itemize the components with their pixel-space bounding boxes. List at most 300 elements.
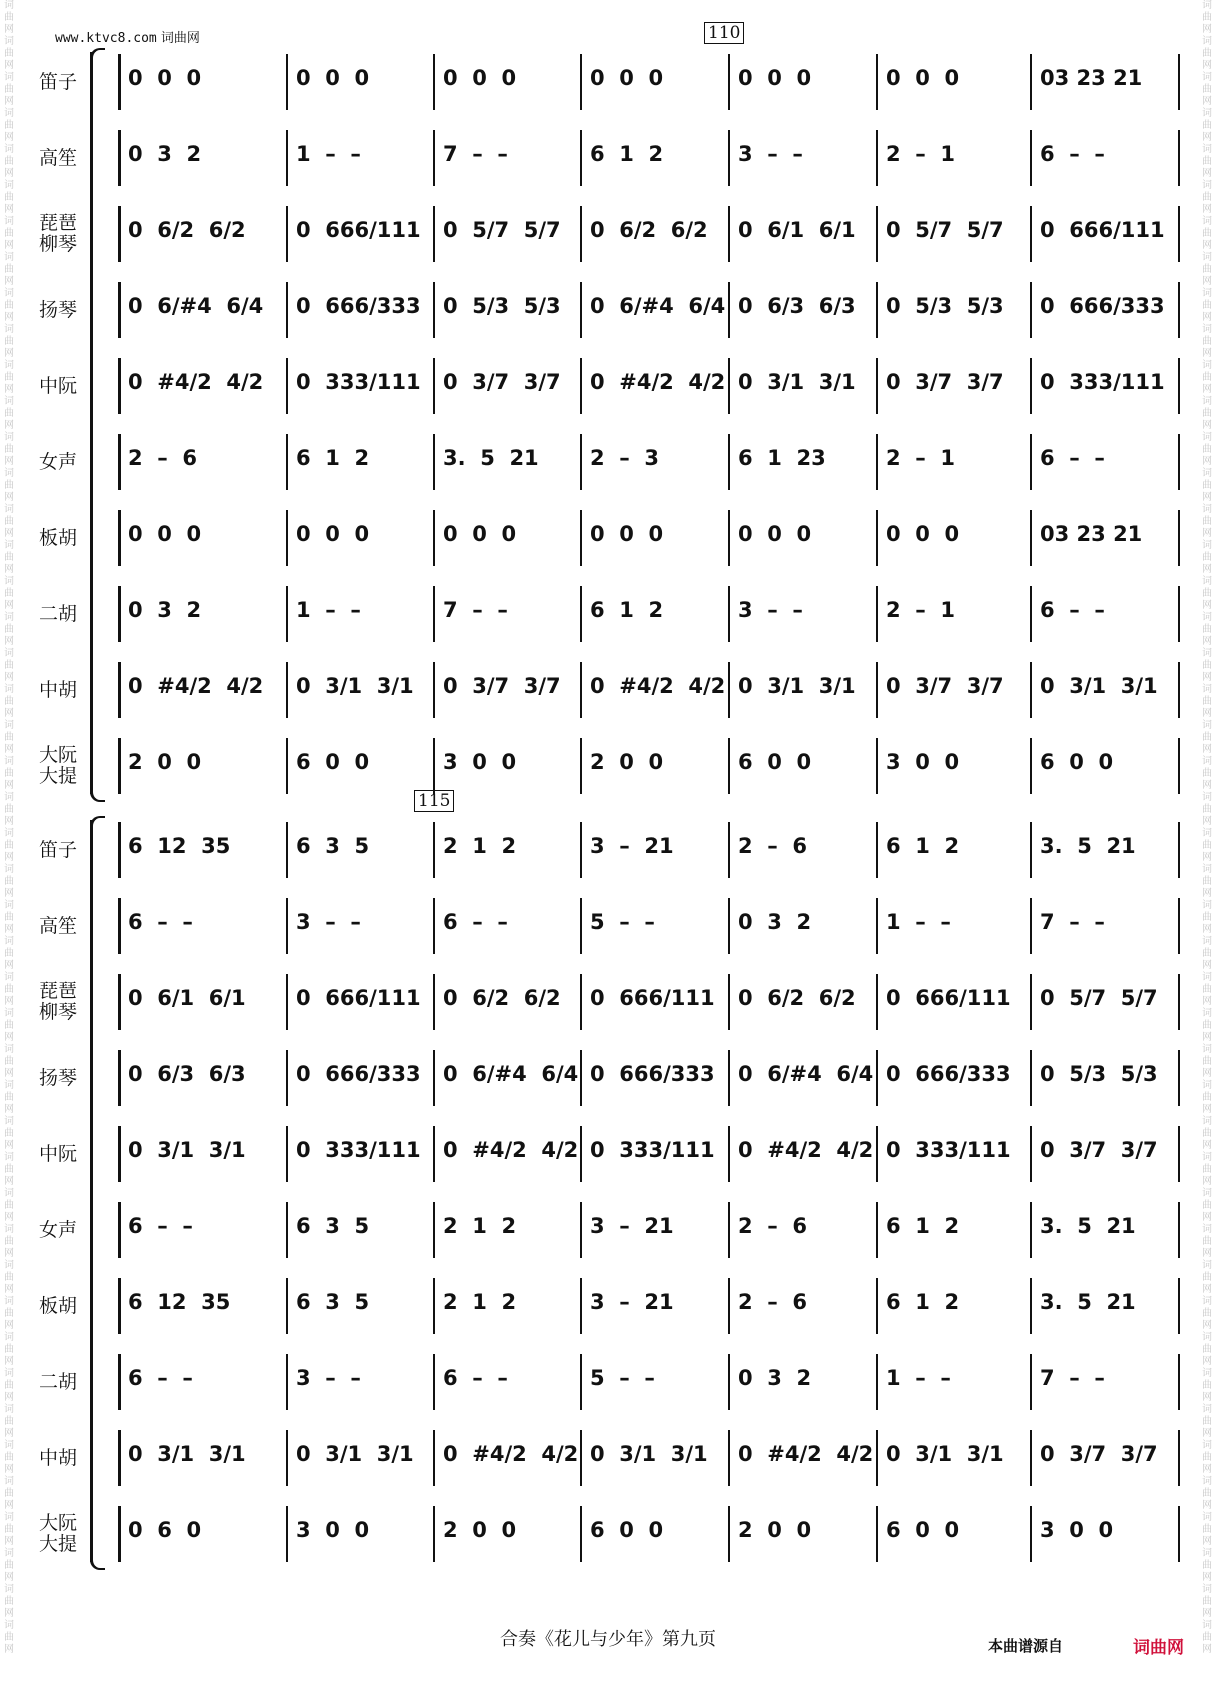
barline xyxy=(1178,974,1180,1030)
measure xyxy=(728,514,876,562)
side-watermark-left: 词曲网词曲网词曲网词曲网词曲网词曲网词曲网词曲网词曲网词曲网词曲网词曲网词曲网词曲网词曲网词曲网词曲网词曲网词曲网词曲网词曲网词曲网词曲网词曲网词曲网词曲网词曲网词曲网词曲网词曲网词曲网词曲网词曲网词曲网词曲网词曲网词曲网词曲网词曲网词曲网词曲网词曲网词曲网词曲网词曲网词曲网 xyxy=(4,0,14,1655)
measure-notes: 0 3/7 3/7 xyxy=(1040,1442,1158,1466)
measure xyxy=(1030,58,1178,106)
measure xyxy=(876,590,1030,638)
measure-notes: 1 – – xyxy=(296,142,361,166)
measure xyxy=(728,286,876,334)
measure xyxy=(728,1358,876,1406)
measure xyxy=(118,1358,286,1406)
measure xyxy=(118,1510,286,1558)
measure xyxy=(580,1054,728,1102)
measure xyxy=(728,1510,876,1558)
measure xyxy=(286,1358,433,1406)
measure-notes: 0 5/7 5/7 xyxy=(886,218,1004,242)
measure xyxy=(433,742,580,790)
instrument-row xyxy=(28,1420,1196,1496)
measure xyxy=(118,58,286,106)
measure-notes: 3. 5 21 xyxy=(1040,1290,1136,1314)
side-watermark-right: 词曲网词曲网词曲网词曲网词曲网词曲网词曲网词曲网词曲网词曲网词曲网词曲网词曲网词曲网词曲网词曲网词曲网词曲网词曲网词曲网词曲网词曲网词曲网词曲网词曲网词曲网词曲网词曲网词曲网词曲网词曲网词曲网词曲网词曲网词曲网词曲网词曲网词曲网词曲网词曲网词曲网词曲网词曲网词曲网词曲网词曲网 xyxy=(1202,0,1212,1655)
measure xyxy=(876,666,1030,714)
instrument-name: 中胡 xyxy=(38,1446,77,1469)
measure-notes: 0 0 0 xyxy=(443,66,517,90)
page-footer-title: 合奏《花儿与少年》第九页 xyxy=(500,1629,716,1650)
measure xyxy=(286,978,433,1026)
measure-notes: 6 12 35 xyxy=(128,834,231,858)
instrument-name: 高笙 xyxy=(38,146,77,169)
measure xyxy=(1030,902,1178,950)
measure-notes: 6 – – xyxy=(128,1366,193,1390)
measure xyxy=(876,1130,1030,1178)
measure xyxy=(876,826,1030,874)
measure xyxy=(876,1358,1030,1406)
measure-notes: 0 3/7 3/7 xyxy=(443,674,561,698)
measure xyxy=(876,1282,1030,1330)
measure-notes: 3. 5 21 xyxy=(1040,834,1136,858)
measure xyxy=(433,1510,580,1558)
instrument-name: 板胡 xyxy=(38,526,77,549)
barline xyxy=(1178,1430,1180,1486)
measure xyxy=(728,978,876,1026)
instrument-row xyxy=(28,1344,1196,1420)
measure-notes: 2 – 6 xyxy=(128,446,197,470)
measure-notes: 6 3 5 xyxy=(296,834,370,858)
measure xyxy=(433,826,580,874)
measure-notes: 2 – 1 xyxy=(886,142,955,166)
measure xyxy=(1030,978,1178,1026)
measure xyxy=(876,134,1030,182)
measure-notes: 2 0 0 xyxy=(590,750,664,774)
measure xyxy=(580,1206,728,1254)
measure xyxy=(580,362,728,410)
instrument-row xyxy=(28,1496,1196,1572)
site-url[interactable]: www.ktvc8.com xyxy=(55,31,157,46)
instrument-row xyxy=(28,1040,1196,1116)
measure xyxy=(876,742,1030,790)
measure xyxy=(433,286,580,334)
measure xyxy=(1030,666,1178,714)
measure xyxy=(433,1434,580,1482)
measure-notes: 2 – 1 xyxy=(886,446,955,470)
measure xyxy=(580,1510,728,1558)
measure xyxy=(118,438,286,486)
instrument-name: 二胡 xyxy=(38,602,77,625)
measure xyxy=(1030,742,1178,790)
measure-notes: 0 0 0 xyxy=(296,66,370,90)
measure xyxy=(728,58,876,106)
measure xyxy=(1030,438,1178,486)
measure xyxy=(433,902,580,950)
measure xyxy=(118,902,286,950)
measure-notes: 0 5/3 5/3 xyxy=(1040,1062,1158,1086)
measure xyxy=(580,210,728,258)
measure xyxy=(118,1206,286,1254)
measure xyxy=(728,438,876,486)
measure xyxy=(286,286,433,334)
measure-notes: 1 – – xyxy=(886,1366,951,1390)
measure-notes: 0 0 0 xyxy=(443,522,517,546)
measure-notes: 0 5/7 5/7 xyxy=(1040,986,1158,1010)
rehearsal-mark: 115 xyxy=(414,790,454,812)
instrument-name: 女声 xyxy=(38,450,77,473)
measure-notes: 3 0 0 xyxy=(1040,1518,1114,1542)
measure-notes: 3. 5 21 xyxy=(443,446,539,470)
measure-notes: 0 3 2 xyxy=(128,598,202,622)
measure-notes: 0 #4/2 4/2 xyxy=(128,370,264,394)
measure-notes: 2 – 6 xyxy=(738,1290,807,1314)
measure-notes: 0 333/111 xyxy=(1040,370,1165,394)
measure xyxy=(433,1282,580,1330)
measure xyxy=(286,1282,433,1330)
measure xyxy=(1030,514,1178,562)
measure xyxy=(728,134,876,182)
measure-notes: 0 6/2 6/2 xyxy=(590,218,708,242)
instrument-name: 二胡 xyxy=(38,1370,77,1393)
measure-notes: 0 0 0 xyxy=(128,522,202,546)
instrument-row xyxy=(28,196,1196,272)
measure-notes: 6 1 2 xyxy=(886,834,960,858)
instrument-row xyxy=(28,1116,1196,1192)
measure xyxy=(728,666,876,714)
measure-notes: 6 3 5 xyxy=(296,1214,370,1238)
measure-notes: 0 3/7 3/7 xyxy=(1040,1138,1158,1162)
measure xyxy=(118,362,286,410)
measure xyxy=(286,1130,433,1178)
barline xyxy=(1178,738,1180,794)
measure-notes: 0 #4/2 4/2 xyxy=(443,1442,579,1466)
measure-notes: 3 0 0 xyxy=(443,750,517,774)
measure-notes: 0 5/3 5/3 xyxy=(886,294,1004,318)
instrument-row xyxy=(28,424,1196,500)
measure-notes: 0 3/1 3/1 xyxy=(1040,674,1158,698)
measure xyxy=(876,902,1030,950)
source-label: 本曲谱源自 xyxy=(988,1637,1064,1655)
measure-notes: 0 3/1 3/1 xyxy=(738,674,856,698)
instrument-name: 女声 xyxy=(38,1218,77,1241)
measure-notes: 3 0 0 xyxy=(296,1518,370,1542)
measure xyxy=(1030,210,1178,258)
measure xyxy=(433,362,580,410)
measure xyxy=(728,826,876,874)
measure-notes: 7 – – xyxy=(443,598,508,622)
measure xyxy=(580,978,728,1026)
measure xyxy=(876,1206,1030,1254)
measure-notes: 6 0 0 xyxy=(296,750,370,774)
measure xyxy=(433,1130,580,1178)
measure xyxy=(1030,1130,1178,1178)
instrument-name: 中阮 xyxy=(38,374,77,397)
measure-notes: 6 1 2 xyxy=(590,142,664,166)
measure xyxy=(286,1510,433,1558)
brand-logo[interactable]: 词曲网 xyxy=(1133,1638,1184,1658)
measure-notes: 3 – – xyxy=(738,142,803,166)
measure xyxy=(433,438,580,486)
instrument-row xyxy=(28,44,1196,120)
instrument-name: 板胡 xyxy=(38,1294,77,1317)
measure-notes: 0 0 0 xyxy=(128,66,202,90)
measure-notes: 0 3/7 3/7 xyxy=(886,370,1004,394)
measure xyxy=(1030,826,1178,874)
measure xyxy=(433,978,580,1026)
barline xyxy=(1178,822,1180,878)
barline xyxy=(1178,358,1180,414)
measure-notes: 6 1 2 xyxy=(886,1214,960,1238)
measure xyxy=(580,1282,728,1330)
measure xyxy=(1030,590,1178,638)
instrument-name: 中阮 xyxy=(38,1142,77,1165)
measure-notes: 7 – – xyxy=(443,142,508,166)
measure-notes: 0 6 0 xyxy=(128,1518,202,1542)
instrument-row xyxy=(28,120,1196,196)
measure xyxy=(876,978,1030,1026)
measure xyxy=(433,1206,580,1254)
measure xyxy=(580,286,728,334)
barline xyxy=(1178,662,1180,718)
measure-notes: 0 0 0 xyxy=(590,66,664,90)
measure-notes: 3 – 21 xyxy=(590,1214,674,1238)
measure xyxy=(286,666,433,714)
barline xyxy=(1178,1126,1180,1182)
measure xyxy=(118,666,286,714)
measure xyxy=(433,1358,580,1406)
measure xyxy=(876,1510,1030,1558)
measure-notes: 2 – 1 xyxy=(886,598,955,622)
barline xyxy=(1178,1354,1180,1410)
instrument-name: 中胡 xyxy=(38,678,77,701)
measure-notes: 1 – – xyxy=(886,910,951,934)
measure xyxy=(728,1434,876,1482)
barline xyxy=(1178,586,1180,642)
measure xyxy=(1030,1206,1178,1254)
instrument-row xyxy=(28,652,1196,728)
measure-notes: 6 – – xyxy=(1040,446,1105,470)
measure xyxy=(580,1434,728,1482)
measure xyxy=(728,1282,876,1330)
measure xyxy=(118,210,286,258)
barline xyxy=(1178,282,1180,338)
measure xyxy=(433,210,580,258)
measure-notes: 0 6/3 6/3 xyxy=(738,294,856,318)
measure-notes: 2 0 0 xyxy=(128,750,202,774)
measure xyxy=(728,362,876,410)
measure-notes: 0 666/333 xyxy=(1040,294,1165,318)
measure-notes: 6 1 2 xyxy=(296,446,370,470)
measure-notes: 0 5/7 5/7 xyxy=(443,218,561,242)
measure xyxy=(118,742,286,790)
measure-notes: 6 0 0 xyxy=(738,750,812,774)
measure xyxy=(1030,362,1178,410)
measure xyxy=(286,826,433,874)
measure-notes: 0 333/111 xyxy=(296,1138,421,1162)
measure xyxy=(118,134,286,182)
measure xyxy=(876,58,1030,106)
measure-notes: 6 12 35 xyxy=(128,1290,231,1314)
measure-notes: 0 3/1 3/1 xyxy=(128,1442,246,1466)
instrument-row xyxy=(28,1268,1196,1344)
measure-notes: 6 – – xyxy=(443,1366,508,1390)
barline xyxy=(1178,1506,1180,1562)
measure-notes: 0 0 0 xyxy=(886,66,960,90)
measure xyxy=(286,1206,433,1254)
measure-notes: 6 1 2 xyxy=(590,598,664,622)
measure-notes: 0 6/#4 6/4 xyxy=(128,294,264,318)
measure xyxy=(1030,286,1178,334)
measure-notes: 0 #4/2 4/2 xyxy=(443,1138,579,1162)
measure xyxy=(433,1054,580,1102)
score-system xyxy=(28,791,1196,1572)
measure xyxy=(286,134,433,182)
measure xyxy=(580,438,728,486)
measure-notes: 0 6/2 6/2 xyxy=(443,986,561,1010)
measure xyxy=(580,666,728,714)
measure-notes: 0 6/#4 6/4 xyxy=(590,294,726,318)
measure-notes: 0 666/111 xyxy=(886,986,1011,1010)
measure xyxy=(286,514,433,562)
instrument-name: 大阮 大提 xyxy=(38,1512,77,1555)
measure xyxy=(580,742,728,790)
measure-notes: 0 3/1 3/1 xyxy=(738,370,856,394)
measure-notes: 03 23 21 xyxy=(1040,522,1143,546)
instrument-row xyxy=(28,888,1196,964)
barline xyxy=(1178,898,1180,954)
measure xyxy=(1030,1434,1178,1482)
measure-notes: 3 – 21 xyxy=(590,834,674,858)
instrument-name: 笛子 xyxy=(38,70,77,93)
measure xyxy=(876,210,1030,258)
measure-notes: 0 666/111 xyxy=(590,986,715,1010)
measure-notes: 3 – – xyxy=(296,910,361,934)
measure xyxy=(286,58,433,106)
measure-notes: 2 1 2 xyxy=(443,1214,517,1238)
measure-notes: 6 – – xyxy=(443,910,508,934)
measure-notes: 6 – – xyxy=(128,910,193,934)
measure-notes: 2 1 2 xyxy=(443,834,517,858)
measure-notes: 0 333/111 xyxy=(886,1138,1011,1162)
measure-notes: 0 #4/2 4/2 xyxy=(590,370,726,394)
measure xyxy=(118,1130,286,1178)
measure-notes: 0 #4/2 4/2 xyxy=(128,674,264,698)
measure xyxy=(286,590,433,638)
measure-notes: 0 333/111 xyxy=(590,1138,715,1162)
measure-notes: 0 6/1 6/1 xyxy=(738,218,856,242)
measure-notes: 6 0 0 xyxy=(590,1518,664,1542)
measure-notes: 3. 5 21 xyxy=(1040,1214,1136,1238)
measure xyxy=(118,1434,286,1482)
measure xyxy=(728,1206,876,1254)
measure-notes: 3 – – xyxy=(296,1366,361,1390)
measure-notes: 0 666/333 xyxy=(296,294,421,318)
barline xyxy=(1178,130,1180,186)
measure-notes: 6 – – xyxy=(1040,598,1105,622)
instrument-name: 高笙 xyxy=(38,914,77,937)
measure-notes: 6 – – xyxy=(128,1214,193,1238)
measure-notes: 0 0 0 xyxy=(296,522,370,546)
measure xyxy=(286,362,433,410)
measure-notes: 0 6/2 6/2 xyxy=(128,218,246,242)
measure-notes: 3 – 21 xyxy=(590,1290,674,1314)
barline xyxy=(1178,1202,1180,1258)
measure-notes: 6 0 0 xyxy=(1040,750,1114,774)
measure-notes: 0 666/333 xyxy=(886,1062,1011,1086)
measure xyxy=(580,826,728,874)
measure xyxy=(876,362,1030,410)
instrument-row xyxy=(28,812,1196,888)
measure-notes: 2 – 3 xyxy=(590,446,659,470)
measure-notes: 0 6/#4 6/4 xyxy=(738,1062,874,1086)
measure xyxy=(1030,1358,1178,1406)
measure-notes: 0 3 2 xyxy=(128,142,202,166)
measure-notes: 0 666/333 xyxy=(590,1062,715,1086)
barline xyxy=(1178,434,1180,490)
measure-notes: 0 0 0 xyxy=(886,522,960,546)
measure-notes: 0 #4/2 4/2 xyxy=(590,674,726,698)
instrument-name: 扬琴 xyxy=(38,298,77,321)
measure xyxy=(433,590,580,638)
measure xyxy=(728,1054,876,1102)
measure-notes: 7 – – xyxy=(1040,910,1105,934)
measure-notes: 0 #4/2 4/2 xyxy=(738,1138,874,1162)
instrument-row xyxy=(28,1192,1196,1268)
measure-notes: 2 0 0 xyxy=(738,1518,812,1542)
measure xyxy=(286,210,433,258)
measure xyxy=(1030,1054,1178,1102)
measure xyxy=(118,514,286,562)
measure xyxy=(728,1130,876,1178)
measure-notes: 0 3/1 3/1 xyxy=(590,1442,708,1466)
barline xyxy=(1178,1278,1180,1334)
measure xyxy=(433,514,580,562)
measure xyxy=(286,1434,433,1482)
barline xyxy=(1178,54,1180,110)
measure-notes: 6 3 5 xyxy=(296,1290,370,1314)
measure xyxy=(118,590,286,638)
measure-notes: 3 0 0 xyxy=(886,750,960,774)
measure xyxy=(286,902,433,950)
measure-notes: 0 666/111 xyxy=(296,986,421,1010)
measure xyxy=(876,1434,1030,1482)
instrument-row xyxy=(28,728,1196,804)
measure-notes: 2 – 6 xyxy=(738,834,807,858)
measure xyxy=(118,1282,286,1330)
measure-notes: 0 0 0 xyxy=(738,66,812,90)
measure xyxy=(580,590,728,638)
barline xyxy=(1178,510,1180,566)
measure-notes: 0 3/1 3/1 xyxy=(296,674,414,698)
measure-notes: 2 – 6 xyxy=(738,1214,807,1238)
instrument-name: 扬琴 xyxy=(38,1066,77,1089)
measure-notes: 0 3 2 xyxy=(738,910,812,934)
instrument-row xyxy=(28,500,1196,576)
measure xyxy=(876,1054,1030,1102)
measure xyxy=(728,902,876,950)
measure-notes: 0 666/111 xyxy=(296,218,421,242)
measure xyxy=(876,438,1030,486)
measure-notes: 0 5/3 5/3 xyxy=(443,294,561,318)
measure xyxy=(876,286,1030,334)
measure-notes: 0 6/2 6/2 xyxy=(738,986,856,1010)
measure-notes: 0 333/111 xyxy=(296,370,421,394)
instrument-name: 笛子 xyxy=(38,838,77,861)
measure-notes: 6 0 0 xyxy=(886,1518,960,1542)
instrument-name: 大阮 大提 xyxy=(38,744,77,787)
measure-notes: 0 0 0 xyxy=(590,522,664,546)
measure xyxy=(433,134,580,182)
measure xyxy=(728,590,876,638)
measure-notes: 0 3/7 3/7 xyxy=(886,674,1004,698)
measure-notes: 0 3/7 3/7 xyxy=(443,370,561,394)
measure xyxy=(433,666,580,714)
measure-notes: 0 #4/2 4/2 xyxy=(738,1442,874,1466)
instrument-row xyxy=(28,964,1196,1040)
